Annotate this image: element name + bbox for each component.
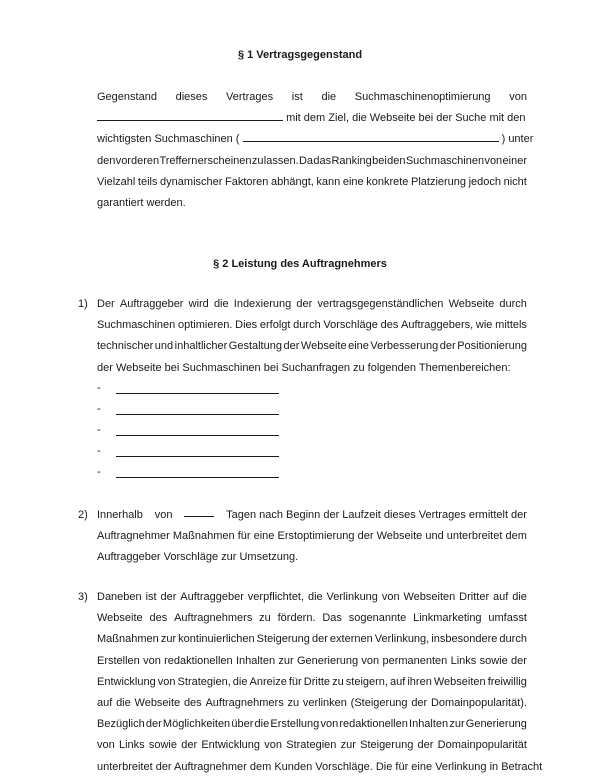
word: des xyxy=(183,696,202,709)
word: den xyxy=(387,154,406,167)
search-engines-blank-field[interactable] xyxy=(243,130,499,142)
word: Webseiten xyxy=(433,675,486,688)
word: durch xyxy=(499,633,527,646)
topic-blank-field[interactable] xyxy=(116,435,279,436)
word: Vielzahl xyxy=(97,175,136,188)
word: Erstellen xyxy=(97,654,140,667)
item-3-line xyxy=(97,714,527,735)
word: zur xyxy=(160,633,177,646)
word: Webseite xyxy=(300,340,347,353)
item-1-line xyxy=(97,294,527,315)
section-2-heading: § 2 Leistung des Auftragnehmers xyxy=(213,258,387,270)
item-3-line xyxy=(97,735,527,756)
word: auf xyxy=(493,591,509,603)
word: fördern. xyxy=(277,612,316,625)
word: Suchmaschinen xyxy=(97,319,176,332)
word: das xyxy=(313,154,332,167)
word: verlinken xyxy=(302,696,347,709)
word: eine xyxy=(348,340,369,353)
word: auf xyxy=(390,675,406,688)
word: mittels xyxy=(495,319,527,332)
text: ) unter xyxy=(501,133,534,146)
word: von xyxy=(509,91,527,103)
item-2-paragraph xyxy=(97,505,527,569)
word: Der xyxy=(97,298,115,310)
word: Möglichkeiten xyxy=(162,718,231,731)
word: auf xyxy=(97,696,113,709)
word: vorderen xyxy=(115,154,160,167)
word: Verlinkung xyxy=(326,591,378,603)
bullet-mark: - xyxy=(97,382,101,394)
word: der xyxy=(160,591,177,603)
item-3-label: 3) xyxy=(78,591,88,603)
word: Gegenstand xyxy=(97,91,157,103)
section-1-paragraph xyxy=(97,87,534,214)
word: erfolgt xyxy=(259,319,291,332)
word: kontinuierlichen xyxy=(178,633,255,646)
word: teils xyxy=(137,175,158,188)
word: permanenten xyxy=(382,654,448,667)
word: von xyxy=(264,739,283,752)
word: Entwicklung xyxy=(97,675,156,688)
word: Links xyxy=(450,654,477,667)
word: die xyxy=(512,591,527,603)
word: Da xyxy=(298,154,314,167)
word: konkrete xyxy=(366,175,409,188)
word: von xyxy=(361,654,380,667)
word: Maßnahmen xyxy=(97,633,159,646)
days-blank-field[interactable] xyxy=(184,505,214,517)
word: zu xyxy=(259,612,271,625)
word: Auftragnehmers xyxy=(205,696,284,709)
word: steigern, xyxy=(345,675,388,688)
word: Dritte xyxy=(303,675,331,688)
word: Generierung xyxy=(296,654,359,667)
word: für xyxy=(237,530,251,543)
word: die xyxy=(254,718,270,731)
word: Generierung xyxy=(465,718,527,731)
item-2-line-1 xyxy=(97,505,527,526)
word: Auftraggebers, xyxy=(401,319,474,332)
item-3-line xyxy=(97,608,527,629)
word: Vorschläge xyxy=(323,319,378,332)
word: insbesondere xyxy=(431,633,498,646)
word: inhaltlicher xyxy=(174,340,228,353)
bullet-mark: - xyxy=(97,424,101,436)
word: von xyxy=(320,718,339,731)
text: wichtigsten Suchmaschinen ( xyxy=(97,133,240,146)
text: mit dem Ziel, die Webseite bei der Suche mit den xyxy=(286,112,526,125)
item-3-line xyxy=(97,651,527,672)
word: Gestaltung xyxy=(228,340,282,353)
word: erscheinen xyxy=(197,154,252,167)
item-2-line: Auftraggeber Vorschläge zur Umsetzung. xyxy=(97,551,299,564)
word: die xyxy=(307,591,323,603)
word: Indexierung xyxy=(233,298,292,310)
word: von xyxy=(157,675,176,688)
word: eine xyxy=(253,530,275,543)
word: Dritter xyxy=(459,591,490,603)
word: technischer xyxy=(97,340,154,353)
word: Links xyxy=(118,739,145,752)
word: Dies xyxy=(235,319,258,332)
word: einer xyxy=(502,154,527,167)
word: (Steigerung xyxy=(350,696,408,709)
word: zu xyxy=(251,154,264,167)
word: Webseite xyxy=(97,612,143,625)
word: Auftraggeber xyxy=(119,298,184,310)
word: Suchmaschinen xyxy=(405,154,485,167)
word: Auftragnehmer xyxy=(97,530,170,543)
word: Vertrages xyxy=(226,91,274,103)
provider-blank-field[interactable] xyxy=(97,109,283,121)
word: der xyxy=(181,739,198,752)
word: von xyxy=(484,154,503,167)
word: die xyxy=(321,91,337,103)
word: optimieren. xyxy=(178,319,233,332)
word: Inhalten xyxy=(409,718,449,731)
word: Linkmarketing xyxy=(413,612,482,625)
word: Webseite xyxy=(376,530,423,543)
word: die xyxy=(116,696,131,709)
word: Platzierung xyxy=(410,175,467,188)
word: sogenannte xyxy=(348,612,407,625)
word: der xyxy=(511,654,527,667)
topic-blank-field[interactable] xyxy=(116,477,279,478)
word: durch xyxy=(293,319,321,332)
word: des xyxy=(380,319,399,332)
word: Strategien, xyxy=(177,675,231,688)
word: der xyxy=(439,340,456,353)
word: Anreize xyxy=(249,675,287,688)
word: und xyxy=(154,340,174,353)
item-3-line xyxy=(97,587,527,608)
word: die xyxy=(232,675,248,688)
word: Verbesserung xyxy=(370,340,439,353)
item-3-line xyxy=(97,693,527,714)
word: Erstellung xyxy=(270,718,320,731)
text: Innerhalb xyxy=(97,509,143,521)
word: ihren xyxy=(407,675,432,688)
text: Tagen nach Beginn der Laufzeit dieses Vertrages ermittelt der xyxy=(226,509,527,521)
word: zur xyxy=(278,654,294,667)
word: zu xyxy=(332,675,344,688)
word: dem xyxy=(505,530,527,543)
word: der xyxy=(311,633,328,646)
word: Auftraggeber xyxy=(180,591,244,603)
topic-blank-field[interactable] xyxy=(116,414,279,415)
word: Positionierung xyxy=(457,340,527,353)
bullet-mark: - xyxy=(97,445,101,457)
word: lassen. xyxy=(263,154,299,167)
word: ist xyxy=(291,91,303,103)
item-2-line xyxy=(97,526,527,547)
word: ist xyxy=(145,591,157,603)
word: durch xyxy=(499,298,527,310)
word: Inhalten xyxy=(235,654,276,667)
word: Bezüglich xyxy=(97,718,145,731)
word: über xyxy=(231,718,254,731)
word: vertragsgegenständlichen xyxy=(317,298,444,310)
word: Maßnahmen xyxy=(172,530,235,543)
word: Auftragnehmers xyxy=(174,612,253,625)
word: Steigerung xyxy=(256,633,310,646)
topic-blank-field[interactable] xyxy=(116,393,279,394)
word: redaktionellen xyxy=(164,654,233,667)
word: von xyxy=(143,654,161,667)
word: Treffern xyxy=(159,154,198,167)
word: Steigerung xyxy=(360,739,414,752)
item-1-paragraph xyxy=(97,294,527,379)
word: unterbreitet xyxy=(446,530,503,543)
word: und xyxy=(425,530,444,543)
item-2-label: 2) xyxy=(78,509,88,521)
word: für xyxy=(288,675,302,688)
word: abhängt, xyxy=(270,175,314,188)
word: verpflichtet, xyxy=(247,591,305,603)
word: kann xyxy=(316,175,341,188)
item-1-line xyxy=(97,336,527,357)
word: der xyxy=(145,718,162,731)
word: bei xyxy=(372,154,387,167)
word: von xyxy=(381,591,400,603)
word: nicht xyxy=(503,175,527,188)
word: umfasst xyxy=(488,612,527,625)
word: Webseiten xyxy=(403,591,456,603)
word: Suchmaschinenoptimierung xyxy=(354,91,491,103)
word: der xyxy=(411,696,428,709)
word: redaktionellen xyxy=(339,718,408,731)
word: der xyxy=(417,739,434,752)
text: von xyxy=(154,509,173,521)
word: sowie xyxy=(148,739,177,752)
word: wird xyxy=(188,298,209,310)
word: zur xyxy=(449,718,465,731)
word: eine xyxy=(342,175,364,188)
item-3-paragraph xyxy=(97,587,543,778)
word: Daneben xyxy=(97,591,142,603)
item-1-line: der Webseite bei Suchmaschinen bei Suchanfragen zu folgenden Themenbereichen: xyxy=(97,361,511,374)
item-3-line xyxy=(97,629,527,650)
section-1-line-4 xyxy=(97,151,527,172)
word: wie xyxy=(475,319,493,332)
section-1-line-3 xyxy=(97,129,534,150)
word: Entwicklung xyxy=(201,739,261,752)
section-1-line-2 xyxy=(97,108,527,129)
bullet-mark: - xyxy=(97,403,101,415)
item-1-line xyxy=(97,315,527,336)
item-3-line xyxy=(97,672,527,693)
word: Webseite xyxy=(134,696,181,709)
word: externen xyxy=(329,633,373,646)
word: sowie xyxy=(479,654,508,667)
item-3-line: unterbreitet der Auftragnehmer dem Kunden Vorschläge. Die für eine Verlinkung in Betracht xyxy=(97,760,543,773)
topic-blank-field[interactable] xyxy=(116,456,279,457)
word: Das xyxy=(322,612,342,625)
word: Ranking xyxy=(331,154,372,167)
word: jedoch xyxy=(468,175,502,188)
word: der xyxy=(296,298,313,310)
bullet-mark: - xyxy=(97,466,101,478)
word: dieses xyxy=(175,91,208,103)
section-1-line-1 xyxy=(97,87,527,108)
word: Verlinkung, xyxy=(374,633,430,646)
word: der xyxy=(283,340,300,353)
word: den xyxy=(97,154,116,167)
item-1-label: 1) xyxy=(78,298,88,310)
word: Domainpopularität). xyxy=(430,696,527,709)
word: des xyxy=(149,612,168,625)
word: Strategien xyxy=(286,739,337,752)
word: der xyxy=(357,530,374,543)
section-1-line-6: garantiert werden. xyxy=(97,196,186,209)
section-1-line-5 xyxy=(97,172,527,193)
word: Faktoren xyxy=(224,175,269,188)
word: zu xyxy=(287,696,300,709)
word: Webseite xyxy=(448,298,495,310)
word: dynamischer xyxy=(160,175,223,188)
word: Erstoptimierung xyxy=(277,530,355,543)
word: Domainpopularität xyxy=(437,739,527,752)
word: zur xyxy=(340,739,356,752)
word: freiwillig xyxy=(487,675,527,688)
section-1-heading: § 1 Vertragsgegenstand xyxy=(237,49,363,61)
word: von xyxy=(97,739,115,752)
word: die xyxy=(213,298,229,310)
